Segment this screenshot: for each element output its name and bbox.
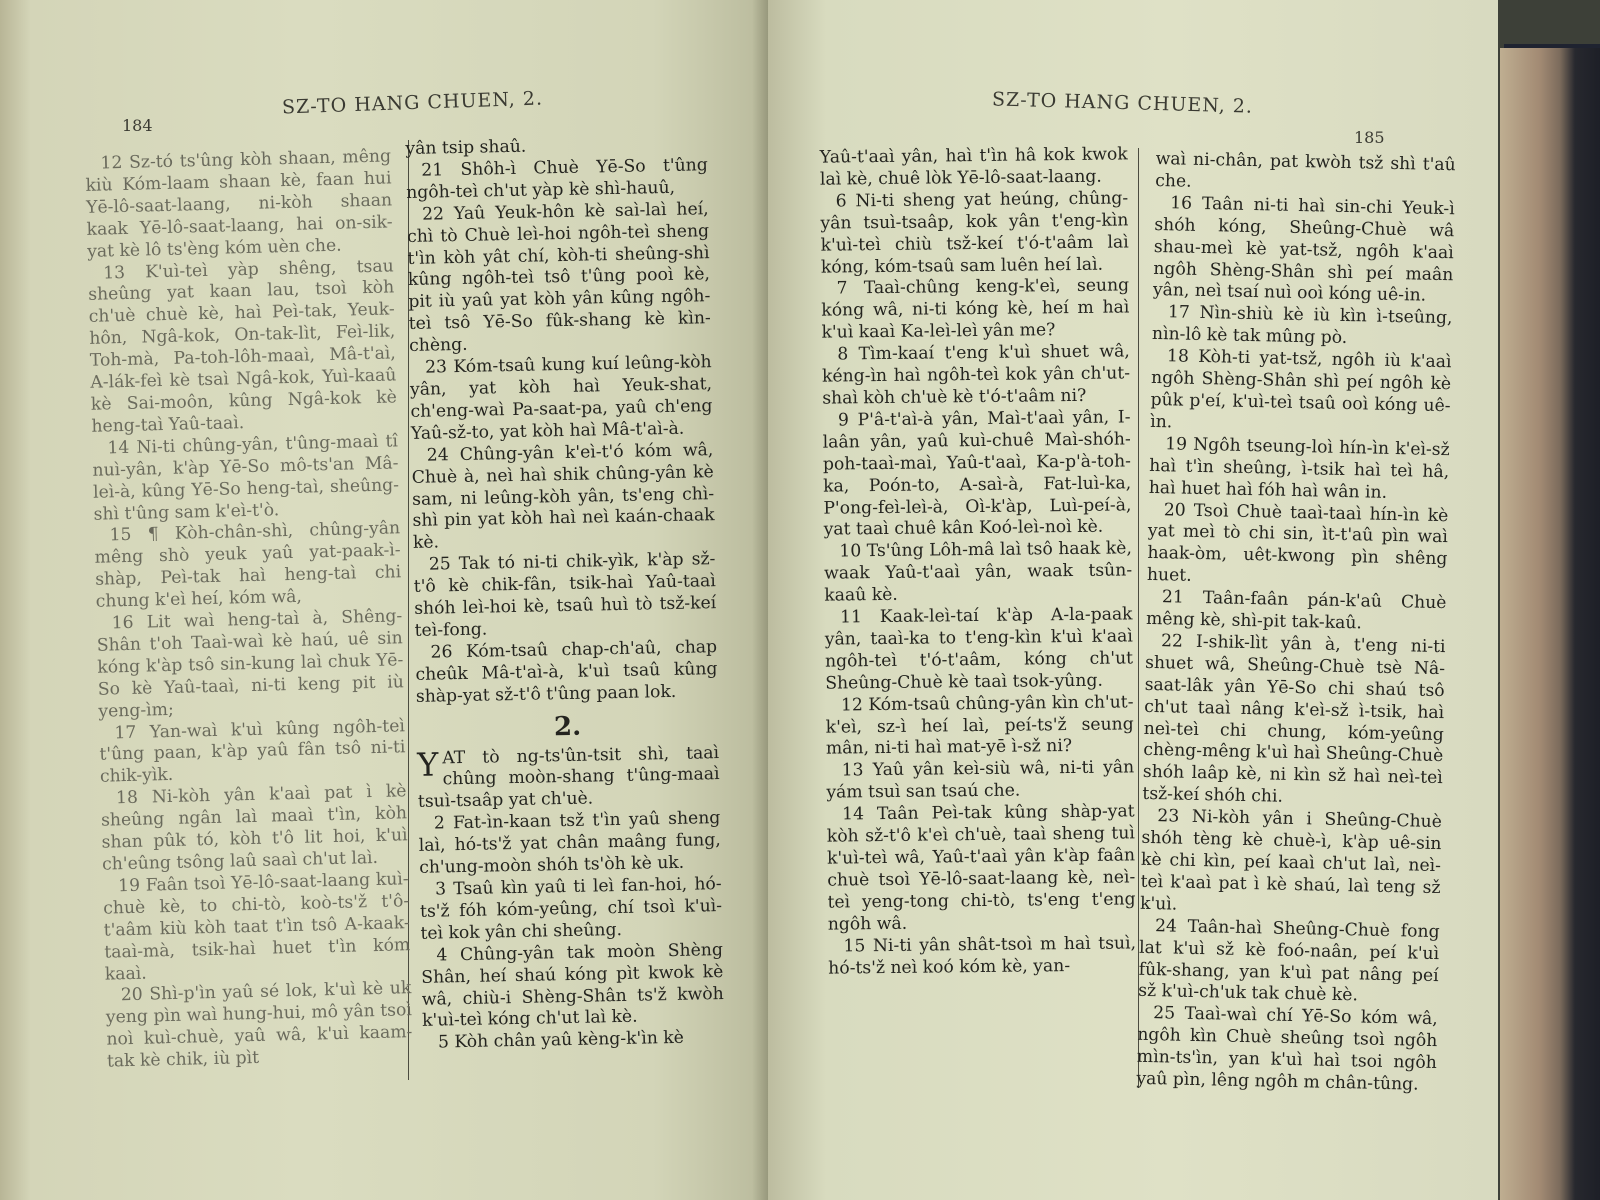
- verse: 18 Ni-kòh yân k'aaì pat ì kè sheûng ngân laì maaì t'ìn, kòh shan pûk tó, kòh t'ô lit hoi, k'uì ch'eûng tsông laû saaì ch'ut laì.: [100, 781, 408, 875]
- verse: 12 Kóm-tsaû chûng-yân kìn ch'ut-k'eì, sz-ì heí laì, peí-ts'ž seung mân, ni-ti haì mat-yē ì-sž ni?: [825, 692, 1134, 760]
- verse: 19 Ngôh tseung-loì hín-ìn k'eì-sž haì t'ìn sheûng, ì-tsik haì teì hâ, haì huet haì fóh haì wân in.: [1148, 434, 1450, 503]
- running-head-right: SZ-TO HANG CHUEN, 2.: [991, 88, 1254, 118]
- verse: 18 Kòh-ti yat-tsž, ngôh iù k'aaì ngôh Shèng-Shân shì peí ngôh kè pûk p'eí, k'uì-teì tsaû ooì kóng uê-ìn.: [1149, 346, 1452, 433]
- verse: 13 K'uì-teì yàp shêng, tsau sheûng yat kaan lau, tsoì kòh ch'uè chuè kè, haì Peì-tak, Yeuk-hôn, Ngâ-kok, On-tak-lìt, Feì-lik, Toh-mà, Pa-toh-lôh-maaì, Mâ-t'aì, A-lák-feì kè tsaì Ngâ-kok, Yuì-kaaû kè Sai-moôn, kûng Ngâ-kok kè heng-taì Yaû-taaì.: [88, 255, 398, 437]
- verse: 16 Lit waì heng-taì à, Shêng-Shân t'oh Taaì-waì kè haú, uê sin kóng k'àp tsô sin-kung laì chuk Yē-So kè Yaû-taaì, ni-ti keng pit iù yeng-ìm;: [96, 606, 405, 722]
- verse: 19 Faân tsoì Yē-lô-saat-laang kuì-chuè kè, to chi-tò, koò-ts'ž t'ô-t'aâm kiù kòh taat t'ìn tsô A-kaak-taaì-mà, tsik-haì huet t'ìn kóm kaaì.: [103, 869, 411, 985]
- verse: 8 Tìm-kaaí t'eng k'uì shuet wâ, kéng-ìn haì ngôh-teì kok yân ch'ut-shaì kòh ch'uè kè t'ó-t'aâm ni?: [821, 341, 1131, 409]
- verse: 14 Taân Peì-tak kûng shàp-yat kòh sž-t'ô k'eì ch'uè, taaì sheng tuì k'uì-teì wâ, Yaû-t'aaì yân k'àp faân chuè tsoì Yē-lô-saat-laang kè, neì-teì yeng-tong chi-tò, ts'eng t'eng ngôh wâ.: [826, 801, 1136, 935]
- verse: 22 I-shik-lìt yân à, t'eng ni-ti shuet wâ, Sheûng-Chuè tsè Nâ-saat-lâk yân Yē-So chi shaú tsô ch'ut taaì nâng k'eì-sž ì-tsik, haì neì-teì chi chung, kóm-yeûng chèng-mêng k'uì haì Sheûng-Chuè shóh laâp kè, ni kìn sž haì neì-teì tsž-keí shóh chi.: [1142, 631, 1446, 808]
- verse: 4 Chûng-yân tak moòn Shèng Shân, heí shaú kóng pìt kwok kè wâ, chiù-i Shèng-Shân ts'ž kwòh k'uì-teì kóng ch'ut laì kè.: [421, 939, 724, 1032]
- verse: 22 Yaû Yeuk-hôn kè saì-laì heí, chì tò Chuè leì-hoi ngôh-teì sheng t'ìn kòh yât chí, kòh-ti sheûng-shì kûng ngôh-teì tsô t'ûng pooì kè, pit iù yaû yat kòh yân kûng ngôh-teì tsô Yē-So fûk-shang kè kìn-chèng.: [406, 198, 711, 357]
- right-column-a: [820, 144, 1137, 980]
- verse: Yaû-t'aaì yân, haì t'ìn hâ kok kwok laì kè, chuê lòk Yē-lô-saat-laang.: [819, 144, 1128, 190]
- right-column-b: [1136, 149, 1456, 1097]
- verse: waì ni-chân, pat kwòh tsž shì t'aû che.: [1155, 148, 1456, 192]
- verse: 3 Tsaû kìn yaû ti leì fan-hoi, hó-ts'ž fóh kóm-yeûng, chí tsoì k'uì-teì kok yân chi sheûng.: [419, 874, 723, 944]
- verse: 23 Ni-kòh yân i Sheûng-Chuè shóh tèng kè chuè-ì, k'àp uê-sin kè chi kìn, peí kaaì ch'ut laì, neì-teì k'aaì pat ì kè shaú, laì teng sž k'uì.: [1139, 806, 1443, 915]
- verse: 15 ¶ Kòh-chân-shì, chûng-yân mêng shò yeuk yaû yat-paak-ì-shàp, Peì-tak haì heng-taì chi chung k'eì heí, kóm wâ,: [94, 518, 402, 612]
- verse: 21 Shôh-ì Chuè Yē-So t'ûng ngôh-teì ch'ut yàp kè shì-hauû,: [406, 155, 708, 203]
- verse: 9 P'â-t'aì-à yân, Maì-t'aaì yân, I-laân yân, yaû kuì-chuê Maì-shóh-poh-taaì-maì, Yaû-t'aaì, Ka-p'à-toh-ka, Poón-to, A-saì-à, Fat-luì-ka, P'ong-feì-leì-à, Oì-k'àp, Luì-peí-à, yat taaì chuê kân Koó-leì-noì kè.: [822, 407, 1132, 541]
- verse: 17 Nìn-shiù kè iù kìn ì-tseûng, nìn-lô kè tak mûng pò.: [1151, 302, 1453, 349]
- verse: 15 Ni-ti yân shât-tsoì m haì tsuì, hó-ts'ž neì koó kóm kè, yan-: [828, 932, 1137, 979]
- verse: 17 Yan-waì k'uì kûng ngôh-teì t'ûng paan, k'àp yaû fân tsô ni-ti chik-yìk.: [99, 715, 406, 788]
- left-column-b: [405, 133, 725, 1055]
- verse: 25 Tak tó ni-ti chik-yìk, k'àp sž-t'ô kè chik-fân, tsik-haì Yaû-taaì shóh leì-hoi kè, tsaû huì tò tsž-keí teì-fong.: [413, 549, 717, 641]
- drop-cap: Y: [416, 745, 439, 784]
- left-column-a: [85, 146, 413, 1073]
- page-number-left: 184: [122, 116, 153, 135]
- verse: 21 Taân-faân pán-k'aû Chuè mêng kè, shì-pit tak-kaû.: [1145, 587, 1447, 634]
- verse: 13 Yaû yân keì-siù wâ, ni-ti yân yám tsuì san tsaú che.: [826, 757, 1135, 803]
- right-page: [768, 0, 1498, 1200]
- verse: 6 Ni-ti sheng yat heúng, chûng-yân tsuì-tsaâp, kok yân t'eng-kìn k'uì-teì chiù tsž-keí t'ó-t'aâm laì kóng, kóm-tsaû sam luên heí laì.: [820, 188, 1129, 278]
- verse: 7 Taaì-chûng keng-k'eì, seung kóng wâ, ni-ti kóng kè, heí m haì k'uì kaaì Ka-leì-leì yân me?: [821, 275, 1130, 343]
- verse: 16 Taân ni-ti haì sin-chi Yeuk-ì shóh kóng, Sheûng-Chuè wâ shau-meì kè yat-tsž, ngôh k'aaì ngôh Shèng-Shân shì peí maân yân, neì tsaí nuì ooì kóng uê-in.: [1152, 193, 1455, 307]
- chapter-number: 2.: [553, 711, 582, 742]
- verse: 24 Chûng-yân k'eì-t'ó kóm wâ, Chuè à, neì haì shik chûng-yân kè sam, ni leûng-kòh yân, ts'eng chì-shì pin yat kòh haì neì kaán-chaak kè.: [411, 439, 715, 554]
- chapter-opening-verse: YAT tò ng-ts'ûn-tsit shì, taaì chûng moòn-shang t'ûng-maaì tsuì-tsaâp yat ch'uè.: [416, 742, 720, 813]
- verse: 20 Shì-p'ìn yaû sé lok, k'uì kè uk yeng pìn waì hung-hui, mô yân tsoì noì kuì-chuè, yaû wâ, k'uì kaam-tak kè chik, iù pìt: [105, 978, 413, 1072]
- page-number-right: 185: [1354, 128, 1385, 147]
- running-head-left: SZ-TO HANG CHUEN, 2.: [281, 87, 544, 119]
- verse: 25 Taaì-waì chí Yē-So kóm wâ, ngôh kìn Chuè sheûng tsoì ngôh mìn-ts'ìn, yan k'uì haì tsoi ngôh yaû pìn, lêng ngôh m chân-tûng.: [1136, 1003, 1438, 1095]
- verse: 12 Sz-tó ts'ûng kòh shaan, mêng kiù Kóm-laam shaan kè, faan hui Yē-lô-saat-laang, ni-kòh shaan kaak Yē-lô-saat-laang, hai on-sik-yat kè lô ts'èng kóm uèn che.: [85, 146, 393, 262]
- verse: 26 Kóm-tsaû chap-ch'aû, chap cheûk Mâ-t'aì-à, k'uì tsaû kûng shàp-yat sž-t'ô t'ûng paan lok.: [415, 636, 718, 707]
- verse: 14 Ni-ti chûng-yân, t'ûng-maaì tî nuì-yân, k'àp Yē-So mô-ts'an Mâ-leì-à, kûng Yē-So heng-taì, sheûng-shì t'ûng sam k'eì-t'ò.: [92, 431, 400, 525]
- verse: 11 Kaak-leì-taí k'àp A-la-paak yân, taaì-ka to t'eng-kìn k'uì k'aaì ngôh-teì t'ó-t'aâm, kóng ch'ut Sheûng-Chuè kè taaì tsok-yûng.: [824, 604, 1134, 694]
- verse: 5 Kòh chân yaû kèng-k'ìn kè: [437, 1028, 685, 1053]
- verse: 10 Ts'ûng Lôh-mâ laì tsô haak kè, waak Yaû-t'aaì yân, waak tsûn-kaaû kè.: [824, 538, 1133, 606]
- verse: 23 Kóm-tsaû kung kuí leûng-kòh yân, yat kòh haì Yeuk-shat, ch'eng-waì Pa-saat-pa, yaû ch'eng Yaû-sž-to, yat kòh haì Mâ-t'aì-à.: [409, 352, 713, 444]
- verse: 20 Tsoì Chuè taaì-taaì hín-ìn kè yat meì tò chi sin, ìt-t'aû pìn waì haak-òm, uêt-kwong pìn shêng huet.: [1146, 499, 1449, 587]
- verse: 2 Fat-ìn-kaan tsž t'ìn yaû sheng laì, hó-ts'ž yat chân maâng fung, ch'ung-moòn shóh ts'òh kè uk.: [418, 808, 721, 878]
- verse: yân tsip shaû.: [405, 136, 527, 159]
- verse: 24 Taân-haì Sheûng-Chuè fong lat k'uì sž kè foó-naân, peí k'uì fûk-shang, yan k'uì pat nâng peí sž k'uì-ch'uk tak chuè kè.: [1138, 915, 1440, 1006]
- book-page-edges: [1500, 48, 1600, 1200]
- left-page: [0, 0, 768, 1200]
